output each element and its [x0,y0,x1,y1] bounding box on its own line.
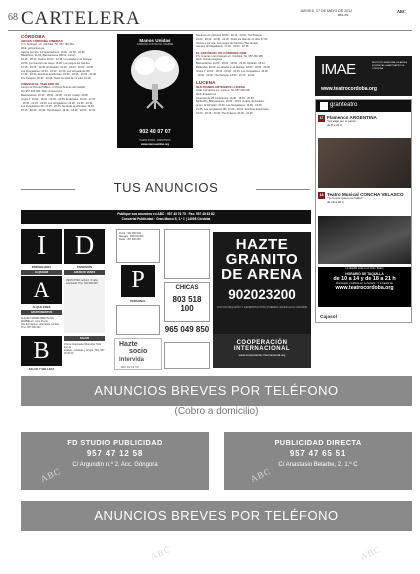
listing-line: Penta · 902 000 000 [119,232,141,235]
hours-web: www.teatrocordoba.org [335,285,394,291]
section-caption: ALQUILERES [32,305,51,309]
info-line: Publique sus anuncios en ABC · 957 49 76 75 · Fax: 957 49 62 82 [117,212,215,216]
headline-line: DE ARENA [221,266,303,283]
category-bar: ALQUILER [21,270,62,275]
watermark: ABC [38,465,63,485]
listing-line: Los Vengadores 3D: 17:45 · 20:45. Sombras tenebrosas: 16:00 · [21,105,96,109]
ad-title-1: Hazte [119,341,138,348]
ad-phone: 902023200 [228,287,296,302]
chicas-title: CHICAS [175,285,199,291]
imae-institution: INSTITUTO MUNICIPAL DE ARTES ESCÉNICAS GRAN TEATRO DE CÓRDOBA [372,62,408,70]
listing-line: · 19:00 · 22:00. The Pelayos: 18:00 · 20:15 · 22:30. [196,73,255,77]
chicas-phone: 803 518 100 [172,295,202,313]
listing-line: The Pelayos: 18:30 · 20:45. Todos los días de mi vida: 16:00. [21,77,92,81]
event-name: Flamenco ARGENTINA [327,115,377,120]
listing-line: Avda. Cervantes s/n. Lucena. Tel. 957 000 000 [196,88,250,92]
listing-line: Blackthorn. 21:00. Blancanieves (Mirror, mirror). [21,54,77,58]
venue-listing [21,86,115,112]
event-photo [318,138,411,188]
classified-text [64,343,105,355]
date-text: JUEVES, 17 DE MAYO DE 2012 [300,9,353,13]
classified-box [164,229,210,279]
classified-box [164,342,210,369]
section-letter-p: P [121,265,155,297]
listing-line: Masajes · 666 000 000 [119,235,144,238]
classified-text [21,317,63,329]
sponsor-logo: Cajasol [320,315,338,320]
contact-fd-studio[interactable] [21,432,209,490]
category-bar: APARTAMENTOS [21,310,62,315]
listing-line: Tel. 957 400 000. Web: cinesur.com [21,90,63,94]
listing-line: Los Vengadores: 16:30 · 19:30 · 22:30. Los Vengadores 3D: [21,69,91,73]
hours-times: de 10 a 14 y de 18 a 21 h [333,276,396,282]
classified-box [116,229,160,263]
watermark: ABC [248,465,273,485]
date-sub: abc.es [337,13,349,17]
ad-headline [213,237,311,282]
listing-line: Blancanieves: 16:00 · 18:00 · 20:00 · 22:00. Dictador: 18:10. [196,62,266,66]
ad-sub: CON UN PEQUEÑO Y GENEROSO PASO PUEDES HACER ALGO GRANDE [216,306,308,309]
breves-banner: ANUNCIOS BREVES POR TELÉFONO [21,376,412,406]
ad-title [119,341,147,355]
coop-web: www.cooperacion-internacional.org [238,353,286,357]
ad-hazte-granito[interactable] [213,232,311,368]
classified-phone: 965 049 850 [164,325,210,334]
event-text [327,115,377,127]
column-continued [196,34,308,116]
listing-line: Vamos a por ella. Los juegos del hambre (The Hunger [196,41,259,45]
event-extra: de 18 a 20 h [327,199,344,204]
section-letter-i: I [21,229,62,264]
listing-line: 21:45. Los vengadores 3D: 17:00 · 20:00. Sombras tenebrosas. [196,107,270,111]
listing-line: Web: cinesarcangel.es [196,58,223,62]
ad-logo-sub: CAMPAÑA CONTRA EL HAMBRE [136,43,174,46]
gran-teatro-logo: granteatro [330,102,358,108]
listing-line: ALQUILO APARTAMENTO EN MARBELLA, zona Puerto. [21,317,54,323]
ad-imae[interactable] [315,56,412,96]
listing-line: P.S. Guerrero del Arcángel s/n. Córdoba. Tel. 957 260 185 [196,54,263,58]
classifieds-title: TUS ANUNCIOS [113,180,219,195]
venue-heading: EL ARCÁNGEL DE CÓRDOBA CINE [196,50,247,55]
event-day: 17 [319,116,324,120]
city-heading: LUCENA [196,79,216,85]
category-bar: ANUNCIO VENTA [64,270,105,275]
listing-line: Battleship. Blancanieves: 16:00 · 18:15. Cuatro. El dictador: [196,100,265,104]
event-extra: de 8 a 21 h [327,122,343,127]
venue-heading: MULTICINES ARTESIETE LUCENA [196,84,246,89]
listing-line: Web: yelmocines.es [21,46,45,50]
listing-line: Blancanieves: 16:30 · 18:30 · 20:30 · 22:30. Cuatro: 20:30. [21,94,89,98]
event-sub: "Un viaje por el cante" [327,119,357,123]
contact-name: FD STUDIO PUBLICIDAD [67,438,163,447]
listing-line: grupo. El Dictador: 16:00. Los Vengadores: 16:00 · 19:00 · [196,104,264,108]
tree-illustration [117,48,193,110]
ad-foot: HAZTE SOCIO · DONATIVOS [139,140,171,142]
listing-line: Agente secreto. 14 espectadores: 16:00 · 20:00 · 22:35 [21,50,85,54]
hours-note: Domingos y festivos en su horario · Y a través de [336,282,393,285]
listing-line: Web: artesiete.es [196,92,217,96]
imae-logo: IMAE [321,61,356,78]
listing-line: Dos dormitorios, dos baños, terraza. Tfno. 657 000 000 [21,323,60,329]
listing-line: Grupo 7: 16:00 · 18:15 · 20:30 · 22:45. Los Vengadores: 16:00 [196,69,268,73]
page-number: 68 [8,12,18,23]
listing-line: Battleship: 20:00. La cabaña en el bosque: 16:00 · 18:00 · 20:00. [196,66,271,70]
breves-subtitle: (Cobro a domicilio) [174,406,259,417]
contact-address: C/ Anastasio Belarbe, 2. 1.º C [278,462,358,468]
coop-banner [213,334,311,368]
header-rule [8,30,412,31]
ad-manos-unidas[interactable] [117,34,193,148]
ad-hazte-socio[interactable] [114,338,162,370]
ad-phone: 902 40 07 07 [139,129,171,135]
classified-chicas [164,282,210,322]
classified-line: VENTA PISO céntrico, 3 habs., reformado. Tfno. 600 000 000 [66,279,99,285]
classified-block [64,277,105,333]
classifieds-info-bar [21,210,311,224]
hours-intro: La taquilla está en el Gran Teatro [345,267,384,270]
contact-name: PUBLICIDAD DIRECTA [274,438,362,447]
listing-line: Centro de Ocio El Tablero. C/ Pintor Antonio del Castillo. [21,86,86,90]
classified-box [116,305,160,335]
venue-listing [196,55,308,77]
listing-line: análisis, consultas y cirugía. Tfno. 957 00 00 00 [64,349,105,355]
section-caption: DIVERSIÓN [76,265,93,269]
venue-heading: CINESUR EL TABLERO 3D [21,82,59,87]
box-office-hours [318,267,411,307]
ad-logo: Manos Unidas [139,38,171,43]
contact-phone: 957 47 12 58 [86,449,144,458]
venue-listing [196,89,308,115]
section-caption: SALUD Y BELLEZA [28,367,55,371]
section-letter-d: D [64,229,105,264]
breves-banner: ANUNCIOS BREVES POR TELÉFONO [21,501,412,531]
ad-gran-teatro[interactable] [315,99,412,323]
ad-title-2: socio [129,348,148,355]
venue-heading: ARCOS CÓRDOBA CINEMAS [21,39,63,43]
brand-mini: ABC [397,9,406,14]
event-sub: "Yo lo que quiero es bailar" [327,196,363,200]
event-photo [318,216,411,264]
section-caption: PERSONAL [130,299,146,303]
watermark: ABC [148,543,173,563]
section-title: CARTELERA [21,8,141,29]
listing-line: 16:00 · 18:30 · 20:30 · 22:30. Todos los días de mi vida: 17:00. [196,37,269,41]
venue-listing [21,43,115,80]
listing-line: 17:30 · 20:30. Sombras tenebrosas: 16:00 · 18:15 · 20:30 · 22:45. [21,73,97,77]
column-cordoba [21,34,115,113]
category-bar: SALUD [64,336,105,341]
listing-line: C.C. Arcángel, s/n. Córdoba. Tel. 957 760 461 [21,43,74,46]
listing-line: Games) de Magallanes: 17:00 · 20:00 · 22:30. [196,45,250,49]
section-caption: INMOBILIARIA [31,265,52,269]
listing-line: 16:15 · 19:15 · 22:00. El dictador: 16:00 · 18:00 · 20:00 · 22:00. [21,65,94,69]
listing-line: 18:15 · 20:30 · 22:45. The Pelayos: 16:00 · 18:00 · 20:00 · 22:00. [21,109,96,113]
classified-text [119,232,157,241]
watermark: ABC [358,543,383,563]
contact-address: C/ Argundín n.º 2. Acc. Góngora [72,462,158,468]
event-day: 18 [319,193,324,197]
event-name: Teatro Musical CONCHA VELASCO [327,192,404,197]
contact-phone: 957 47 65 51 [289,449,347,458]
listing-line: Nombres con historia: 18:00 · 20:15 · 22:30. The Pelayos: [196,34,263,37]
ad-org: Intervida [119,357,145,363]
imae-web: www.teatrocordoba.org [321,86,377,92]
listing-line: Grupo 7: 16:00 · 18:15 · 20:30 · 22:45. El dictador: 16:00 · 17:45 [21,97,96,101]
listing-line: Atracción de 25 inmigrantes: 16:00 · 18:15 · 20:30. [196,96,255,100]
listing-top [196,34,308,49]
headline-line: HAZTE [235,236,289,253]
hours-title: HORARIO DE TAQUILLA [345,272,384,276]
section-letter-b: B [21,336,62,366]
listing-line: Clínica Veterinaria Villarrubia. Todo tipo de [64,343,102,349]
section-letter-a: A [21,276,62,304]
listing-line: 16:00 · 18:15 · 20:30. The Pelayos: 20:00 · 22:15. [196,111,254,115]
divider [256,189,310,190]
listing-line: · 19:30 · 21:15 · 23:00. Los Vengadores: 16:30 · 19:30 · 22:30. [21,101,94,105]
event-text [327,192,404,204]
listing-line: Relax · 957 000 000 [119,238,141,241]
headline-line: GRANITO [225,251,299,268]
listing-line: 16:15 · 18:30. Cuatro: 16:00 · 22:45. La cabaña en el bosque: [21,58,93,62]
gran-teatro-header [316,100,411,112]
info-line: Concertal Publicidad · Gran Marco 8, 1.º 1 | 14008 Córdoba [121,216,211,221]
coop-line: INTERNACIONAL [233,346,291,352]
ad-web: www.manosunidas.org [140,143,170,146]
city-heading: CÓRDOBA [21,34,46,39]
listing-line: 22:50. La invención de Hugo: 16:00. Los juegos del hambre: [21,61,91,65]
date-line [300,9,352,17]
ad-phone: 902 19 19 19 [121,365,139,369]
coop-line: COOPERACIÓN [236,340,288,346]
theatre-icon [320,102,328,110]
